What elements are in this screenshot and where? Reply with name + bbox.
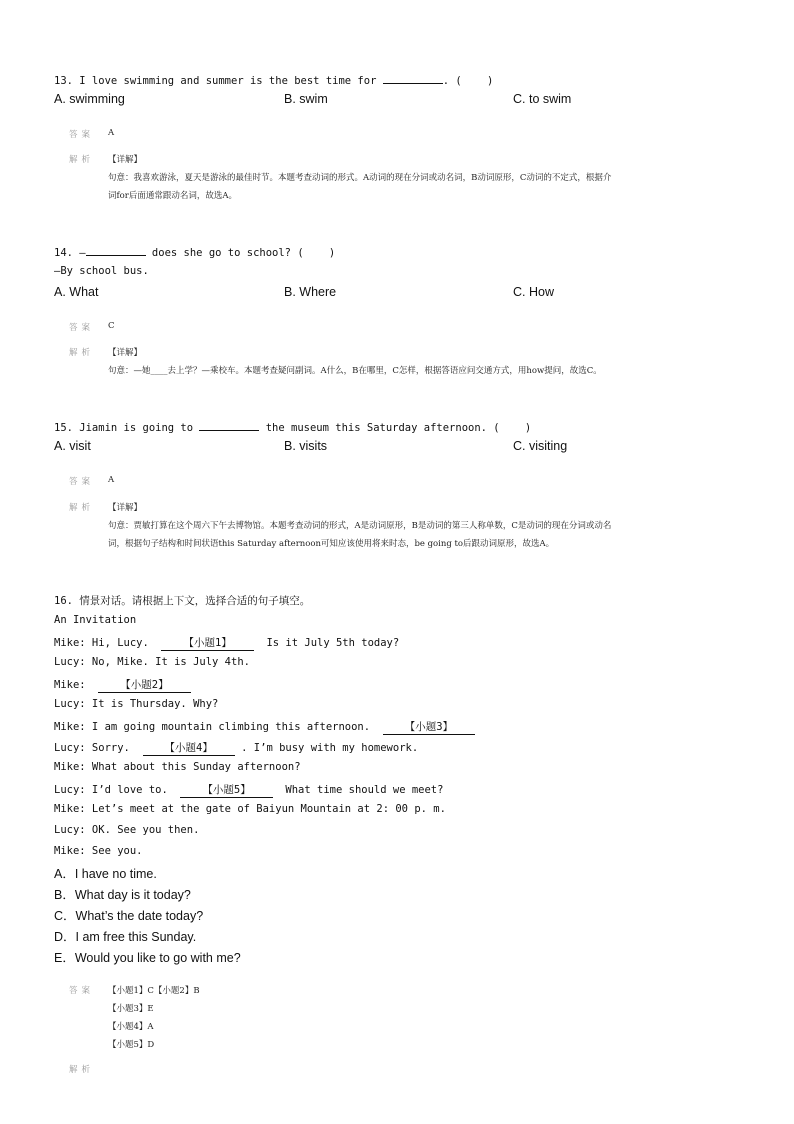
q14-option-a: A. What <box>54 285 99 299</box>
q15-stem-text: 15. Jiamin is going to <box>54 422 200 434</box>
q13-option-c: C. to swim <box>513 92 572 106</box>
q16-line6-end: . I’m busy with my homework. <box>234 742 419 754</box>
q16-answer-1: 【小题1】C【小题2】B <box>108 986 200 996</box>
q15-stem <box>54 419 531 434</box>
q14-answer-label: 答案 <box>69 323 95 333</box>
q15-option-a: A. visit <box>54 439 91 453</box>
q13-stem-text: 13. I love swimming and summer is the best time for <box>54 75 383 87</box>
q16-option-e: E．Would you like to go with me? <box>54 951 241 965</box>
q13-option-a: A. swimming <box>54 92 125 106</box>
q16-dialogue-line6 <box>54 740 418 756</box>
q16-line8-text: Lucy: I’d love to. <box>54 784 181 796</box>
q16-blank3: 【小题3】 <box>383 719 475 735</box>
q16-dialogue-line7: Mike: What about this Sunday afternoon? <box>54 761 301 773</box>
q13-answer-label: 答案 <box>69 130 95 140</box>
q14-detail-tag: 【详解】 <box>108 348 143 358</box>
q13-stem-end: . ( ) <box>442 75 494 87</box>
q14-option-c: C. How <box>513 285 554 299</box>
q16-line3-text: Mike: <box>54 679 99 691</box>
q16-dialogue-line1 <box>54 635 399 651</box>
q13-analysis-line1: 句意：我喜欢游泳，夏天是游泳的最佳时节。本题考查动词的形式。A动词的现在分词或动名词，B动词原形，C动词的不定式，根据介 <box>108 173 612 183</box>
q16-answer-label: 答案 <box>69 986 95 996</box>
q15-option-b: B. visits <box>284 439 328 453</box>
q14-analysis-line1: 句意：—她____去上学？—乘校车。本题考查疑问副词。A什么，B在哪里，C怎样，根据答语应问交通方式，用how提问，故选C。 <box>108 366 602 376</box>
q13-analysis-line2: 词for后面通常跟动名词，故选A。 <box>108 191 237 201</box>
q16-analysis-label: 解析 <box>69 1065 95 1075</box>
q13-detail-tag: 【详解】 <box>108 155 143 165</box>
q15-analysis-line2: 词，根据句子结构和时间状语this Saturday afternoon可知应该使用将来时态，be going to后跟动词原形，故选A。 <box>108 539 555 549</box>
q14-stem-line2: —By school bus. <box>54 265 149 277</box>
q14-answer: C <box>108 321 115 331</box>
q16-subtitle: An Invitation <box>54 614 137 626</box>
q14-blank <box>86 244 146 256</box>
q15-answer: A <box>108 475 115 485</box>
q16-dialogue-line10: Lucy: OK. See you then. <box>54 824 200 836</box>
q16-dialogue-line9: Mike: Let’s meet at the gate of Baiyun Mountain at 2: 00 p. m. <box>54 803 446 815</box>
q14-stem-end: does she go to school? ( ) <box>145 247 336 259</box>
q16-dialogue-line3 <box>54 677 191 693</box>
q16-answer-4: 【小题5】D <box>108 1040 155 1050</box>
q16-line1-end: Is it July 5th today? <box>253 637 400 649</box>
q15-stem-end: the museum this Saturday afternoon. ( ) <box>259 422 532 434</box>
q14-option-b: B. Where <box>284 285 337 299</box>
q15-analysis-label: 解析 <box>69 503 95 513</box>
q16-dialogue-line8 <box>54 782 443 798</box>
q16-option-d: D．I am free this Sunday. <box>54 930 197 944</box>
q16-dialogue-line2: Lucy: No, Mike. It is July 4th. <box>54 656 250 668</box>
q16-dialogue-line4: Lucy: It is Thursday. Why? <box>54 698 219 710</box>
q15-answer-label: 答案 <box>69 477 95 487</box>
q15-option-c: C. visiting <box>513 439 568 453</box>
q16-dialogue-line11: Mike: See you. <box>54 845 143 857</box>
q13-stem <box>54 72 493 87</box>
q15-detail-tag: 【详解】 <box>108 503 143 513</box>
q16-option-b: B．What day is it today? <box>54 888 191 902</box>
q16-title: 16. 情景对话。请根据上下文，选择合适的句子填空。 <box>54 595 311 607</box>
q16-option-a: A．I have no time. <box>54 867 157 881</box>
q13-analysis-label: 解析 <box>69 155 95 165</box>
q16-blank1: 【小题1】 <box>161 635 253 651</box>
q14-analysis-label: 解析 <box>69 348 95 358</box>
q13-blank <box>383 72 443 84</box>
q15-analysis-line1: 句意：贾敏打算在这个周六下午去博物馆。本题考查动词的形式，A是动词原形，B是动词的第三人称单数，C是动词的现在分词或动名 <box>108 521 612 531</box>
q16-line6-text: Lucy: Sorry. <box>54 742 143 754</box>
q16-line1-text: Mike: Hi, Lucy. <box>54 637 162 649</box>
q16-option-c: C．What’s the date today? <box>54 909 204 923</box>
q16-dialogue-line5 <box>54 719 475 735</box>
q13-answer: A <box>108 128 115 138</box>
q16-blank4: 【小题4】 <box>143 740 235 756</box>
q14-stem <box>54 244 335 259</box>
q13-option-b: B. swim <box>284 92 328 106</box>
q14-stem-text: 14. — <box>54 247 86 259</box>
q16-line8-end: What time should we meet? <box>272 784 444 796</box>
q16-blank5: 【小题5】 <box>180 782 272 798</box>
q15-blank <box>199 419 259 431</box>
q16-answer-3: 【小题4】A <box>108 1022 154 1032</box>
q16-answer-2: 【小题3】E <box>108 1004 154 1014</box>
q16-blank2: 【小题2】 <box>98 677 190 693</box>
q16-line5-text: Mike: I am going mountain climbing this afternoon. <box>54 721 383 733</box>
